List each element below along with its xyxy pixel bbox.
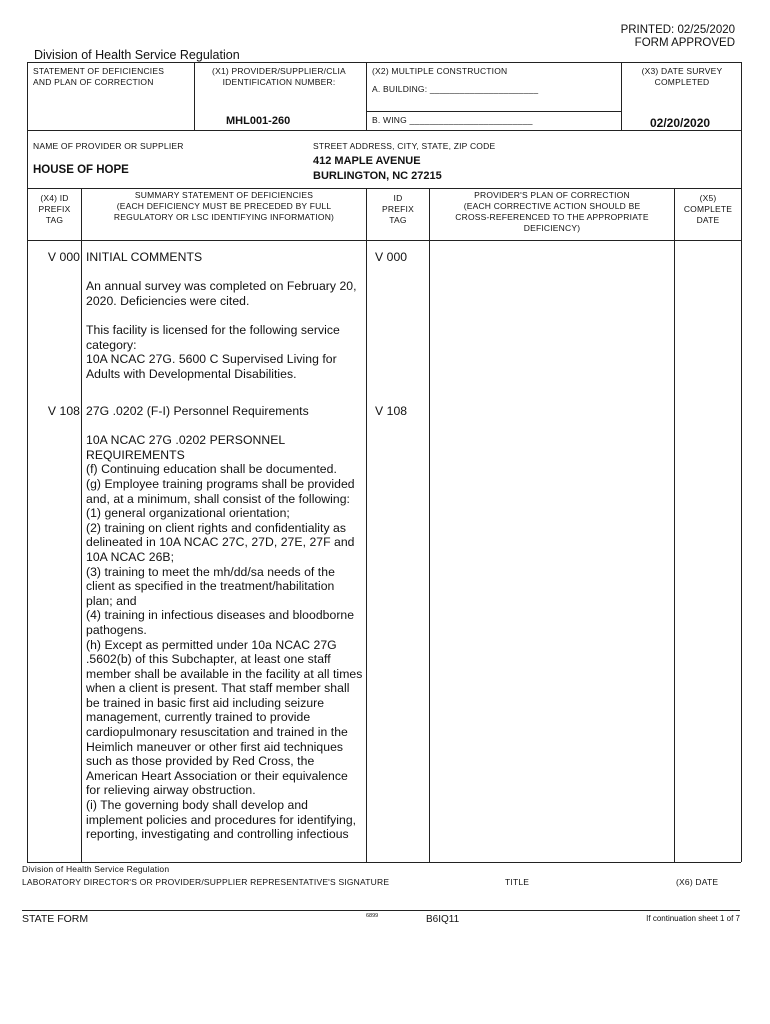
event-id: B6IQ11 (426, 914, 460, 925)
state-form-label: STATE FORM (22, 913, 89, 925)
provider-name: HOUSE OF HOPE (33, 164, 129, 176)
address-line1: 412 MAPLE AVENUE (313, 155, 421, 167)
x3-value: 02/20/2020 (650, 116, 711, 130)
col-header-x5: (X5) COMPLETE DATE (683, 193, 733, 225)
entry-tag: V 000 (47, 250, 80, 264)
x1-value: MHL001-260 (226, 115, 291, 127)
footer-agency: Division of Health Service Regulation (22, 864, 170, 874)
signature-label: LABORATORY DIRECTOR'S OR PROVIDER/SUPPLIER REPRESENTATIVE'S SIGNATURE (22, 877, 390, 887)
entry-title: INITIAL COMMENTS (86, 250, 203, 264)
building-field: A. BUILDING: ______________________ (372, 84, 539, 94)
entry-right-tag: V 000 (375, 250, 408, 264)
agency-title: Division of Health Service Regulation (34, 48, 240, 62)
col-header-summary: SUMMARY STATEMENT OF DEFICIENCIES (EACH DEFICIENCY MUST BE PRECEDED BY FULL REGULATORY OR LSC IDENTIFYING INFORMATION) (113, 190, 335, 222)
col-header-x4: (X4) ID PREFIX TAG (38, 193, 71, 225)
x1-label: (X1) PROVIDER/SUPPLIER/CLIA IDENTIFICATION NUMBER: (212, 66, 346, 87)
col-header-id-prefix: ID PREFIX TAG (382, 193, 414, 225)
footer-rule (22, 910, 740, 911)
form-status: FORM APPROVED (634, 37, 735, 49)
entry-right-tag: V 108 (375, 404, 408, 418)
wing-field: B. WING _________________________ (372, 115, 533, 125)
printed-date: PRINTED: 02/25/2020 (620, 24, 735, 36)
address-line2: BURLINGTON, NC 27215 (313, 170, 442, 182)
statement-label: STATEMENT OF DEFICIENCIES AND PLAN OF CORRECTION (33, 66, 165, 87)
entry-body (86, 404, 364, 842)
x3-label: (X3) DATE SURVEY COMPLETED (641, 66, 723, 87)
entry-paragraph: 10A NCAC 27G .0202 PERSONNEL REQUIREMENTS (f) Continuing education shall be documented. (g) Employee training programs shall be provided and, at a minimum, shall consist of the following: (1) general organizational orientation; (2) training on client rights and confidentiality as delineated in 10A NCAC 27C, 27D, 27E, 27F and 10A NCAC 26B; (3) training to meet the mh/dd/sa needs of the client as specified in the treatment/habilitation plan; and (4) training in infectious diseases and bloodborne pathogens. (h) Except as permitted under 10a NCAC 27G .5602(b) of this Subchapter, at least one staff member shall be available in the facility at all times when a client is present. That staff member shall be trained in basic first aid including seizure management, currently trained to provide cardiopulmonary resuscitation and trained in the Heimlich maneuver or other first aid techniques such as those provided by Red Cross, the American Heart Association or their equivalence for relieving airway obstruction. (i) The governing body shall develop and implement policies and procedures for identifying, reporting, investigating and controlling infectious (86, 433, 363, 842)
address-label: STREET ADDRESS, CITY, STATE, ZIP CODE (313, 141, 496, 151)
entry-paragraph: This facility is licensed for the following service category: 10A NCAC 27G. 5600 C Supervised Living for Adults with Developmental Disabilities. (86, 322, 340, 381)
col-header-plan: PROVIDER'S PLAN OF CORRECTION (EACH CORRECTIVE ACTION SHOULD BE CROSS-REFERENCED TO THE APPROPRIATE DEFICIENCY) (455, 190, 649, 233)
entry-body (86, 250, 364, 396)
entry-title: 27G .0202 (F-I) Personnel Requirements (86, 404, 309, 418)
form-number: 6899 (366, 913, 379, 919)
continuation-sheet: If continuation sheet 1 of 7 (646, 914, 740, 923)
date-label: (X6) DATE (676, 877, 719, 887)
x2-label: (X2) MULTIPLE CONSTRUCTION (372, 66, 508, 76)
entry-tag: V 108 (47, 404, 80, 418)
provider-name-label: NAME OF PROVIDER OR SUPPLIER (33, 141, 184, 151)
title-label: TITLE (505, 877, 530, 887)
entry-paragraph: An annual survey was completed on February 20, 2020. Deficiencies were cited. (86, 279, 357, 308)
